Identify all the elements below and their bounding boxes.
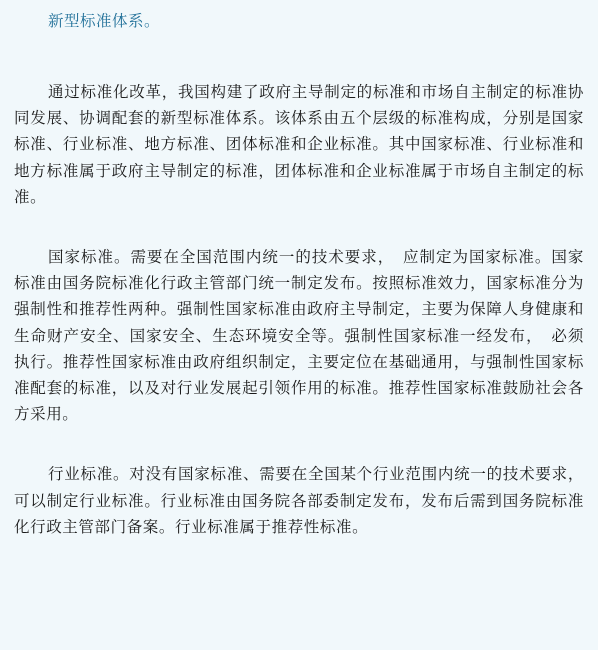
section-heading: 新型标准体系。 [48,12,161,30]
paragraph-standard-system: 通过标准化改革，我国构建了政府主导制定的标准和市场自主制定的标准协同发展、协调配套的新型标准体系。该体系由五个层级的标准构成，分别是国家标准、行业标准、地方标准、团体标准和企业标准。其中国家标准、行业标准和地方标准属于政府主导制定的标准，团体标准和企业标准属于市场自主制定的标准。 [14,83,584,206]
spacer [14,34,584,79]
paragraph-national-standard: 国家标准。需要在全国范围内统一的技术要求， 应制定为国家标准。国家标准由国务院标准化行政主管部门统一制定发布。按照标准效力，国家标准分为强制性和推荐性两种。强制性国家标准由政府主导制定，主要为保障人身健康和生命财产安全、国家安全、生态环境安全等。强制性国家标准一经发布， 必须执行。推荐性国家标准由政府组织制定，主要定位在基础通用，与强制性国家标准配套的标准，以及对行业发展起引领作用的标准。推荐性国家标准鼓励社会各方采用。 [14,248,584,424]
paragraph-industry-standard: 行业标准。对没有国家标准、需要在全国某个行业范围内统一的技术要求，可以制定行业标准。行业标准由国务院各部委制定发布，发布后需到国务院标准化行政主管部门备案。行业标准属于推荐性标准。 [14,465,584,536]
spacer [14,210,584,244]
spacer [14,427,584,461]
